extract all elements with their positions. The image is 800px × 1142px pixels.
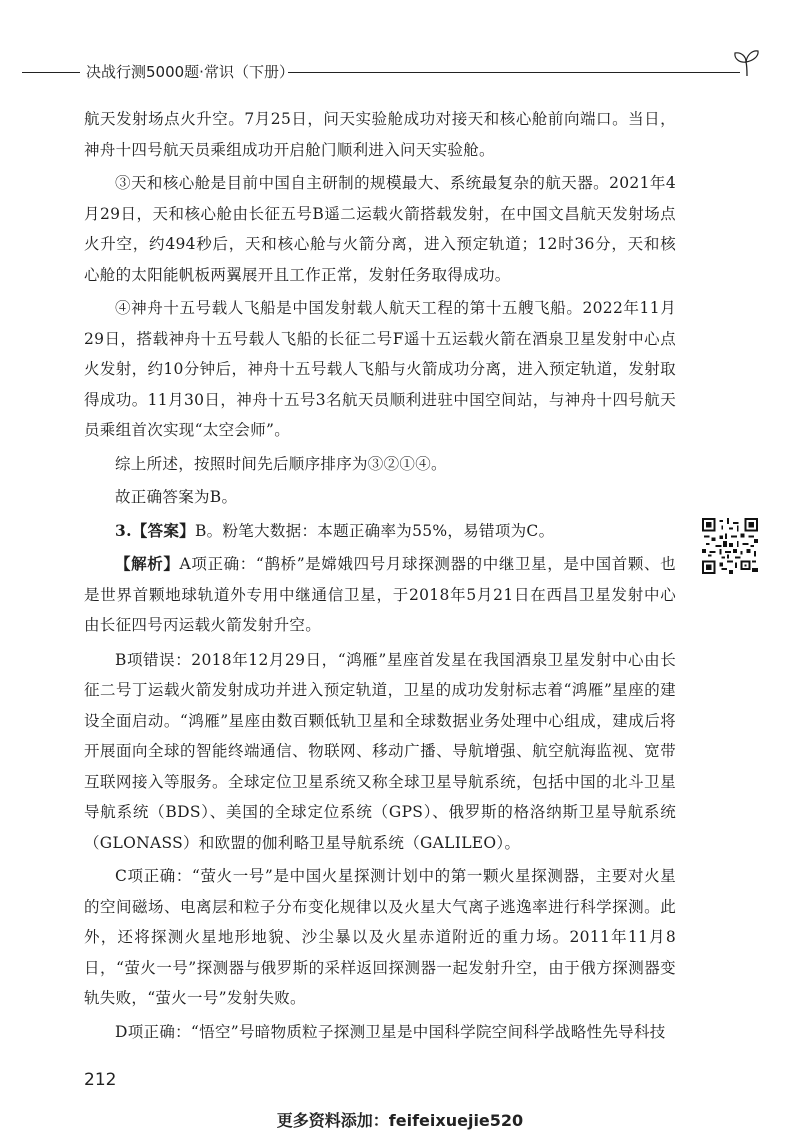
qr-code: [702, 518, 758, 574]
analysis-label: 【解析】: [115, 554, 180, 573]
question-3-analysis: [84, 549, 676, 641]
paragraph-tianhe: ③天和核心舱是目前中国自主研制的规模最大、系统最复杂的航天器。2021年4月29日，天和核心舱由长征五号B遥二运载火箭搭载发射，在中国文昌航天发射场点火升空，约494秒后，天和核心舱与火箭分离，进入预定轨道；12时36分，天和核心舱的太阳能帆板两翼展开且工作正常，发射任务取得成功。: [84, 174, 676, 284]
header-title: 决战行测5000题·常识（下册）: [86, 63, 294, 81]
paragraph-shenzhou-15: ④神舟十五号载人飞船是中国发射载人航天工程的第十五艘飞船。2022年11月29日，搭载神舟十五号载人飞船的长征二号F遥十五运载火箭在酒泉卫星发射中心点火发射，约10分钟后，神舟十五号载人飞船与火箭成功分离，进入预定轨道，发射取得成功。11月30日，神舟十五号3名航天员顺利进驻中国空间站，与神舟十四号航天员乘组首次实现“太空会师”。: [84, 299, 676, 439]
answer-label: 3.【答案】: [115, 520, 195, 540]
paragraph-answer-b: 故正确答案为B。: [115, 488, 238, 506]
paragraph-summary: 综上所述，按照时间先后顺序排序为③②①④。: [115, 454, 447, 473]
question-3-answer: [84, 516, 676, 547]
paragraph-option-d: D项正确：“悟空”号暗物质粒子探测卫星是中国科学院空间科学战略性先导科技: [115, 1022, 666, 1041]
running-header: [0, 56, 800, 90]
analysis-text: A项正确：“鹊桥”是嫦娥四号月球探测器的中继卫星，是中国首颗、也是世界首颗地球轨道外专用中继通信卫星，于2018年5月21日在西昌卫星发射中心由长征四号丙运载火箭发射升空。: [84, 555, 676, 634]
answer-explanation-body: [84, 104, 676, 1050]
paragraph-option-b: B项错误：2018年12月29日，“鸿雁”星座首发星在我国酒泉卫星发射中心由长征二号丁运载火箭发射成功并进入预定轨道，卫星的成功发射标志着“鸿雁”星座的建设全面启动。“鸿雁”星座由数百颗低轨卫星和全球数据业务处理中心组成，建成后将开展面向全球的智能终端通信、物联网、移动广播、导航增强、航空航海监视、宽带互联网接入等服务。全球定位卫星系统又称全球卫星导航系统，包括中国的北斗卫星导航系统（BDS）、美国的全球定位系统（GPS）、俄罗斯的格洛纳斯卫星导航系统（GLONASS）和欧盟的伽利略卫星导航系统（GALILEO）。: [84, 650, 676, 852]
page-number: 212: [84, 1070, 117, 1090]
paragraph-option-c: C项正确：“萤火一号”是中国火星探测计划中的第一颗火星探测器，主要对火星的空间磁场、电离层和粒子分布变化规律以及火星大气离子逃逸率进行科学探测。此外，还将探测火星地形地貌、沙尘暴以及火星赤道附近的重力场。2011年11月8日，“萤火一号”探测器与俄罗斯的采样返回探测器一起发射升空，由于俄方探测器变轨失败，“萤火一号”发射失败。: [84, 867, 676, 1007]
paragraph-continuation: 航天发射场点火升空。7月25日，问天实验舱成功对接天和核心舱前向端口。当日，神舟十四号航天员乘组成功开启舱门顺利进入问天实验舱。: [84, 110, 676, 159]
footer-contact-note: 更多资料添加：feifeixuejie520: [276, 1111, 524, 1130]
sprout-icon: [730, 46, 764, 80]
header-rule-right: [288, 72, 740, 73]
answer-text: B。粉笔大数据：本题正确率为55%，易错项为C。: [194, 521, 555, 540]
header-rule-left: [22, 72, 80, 73]
